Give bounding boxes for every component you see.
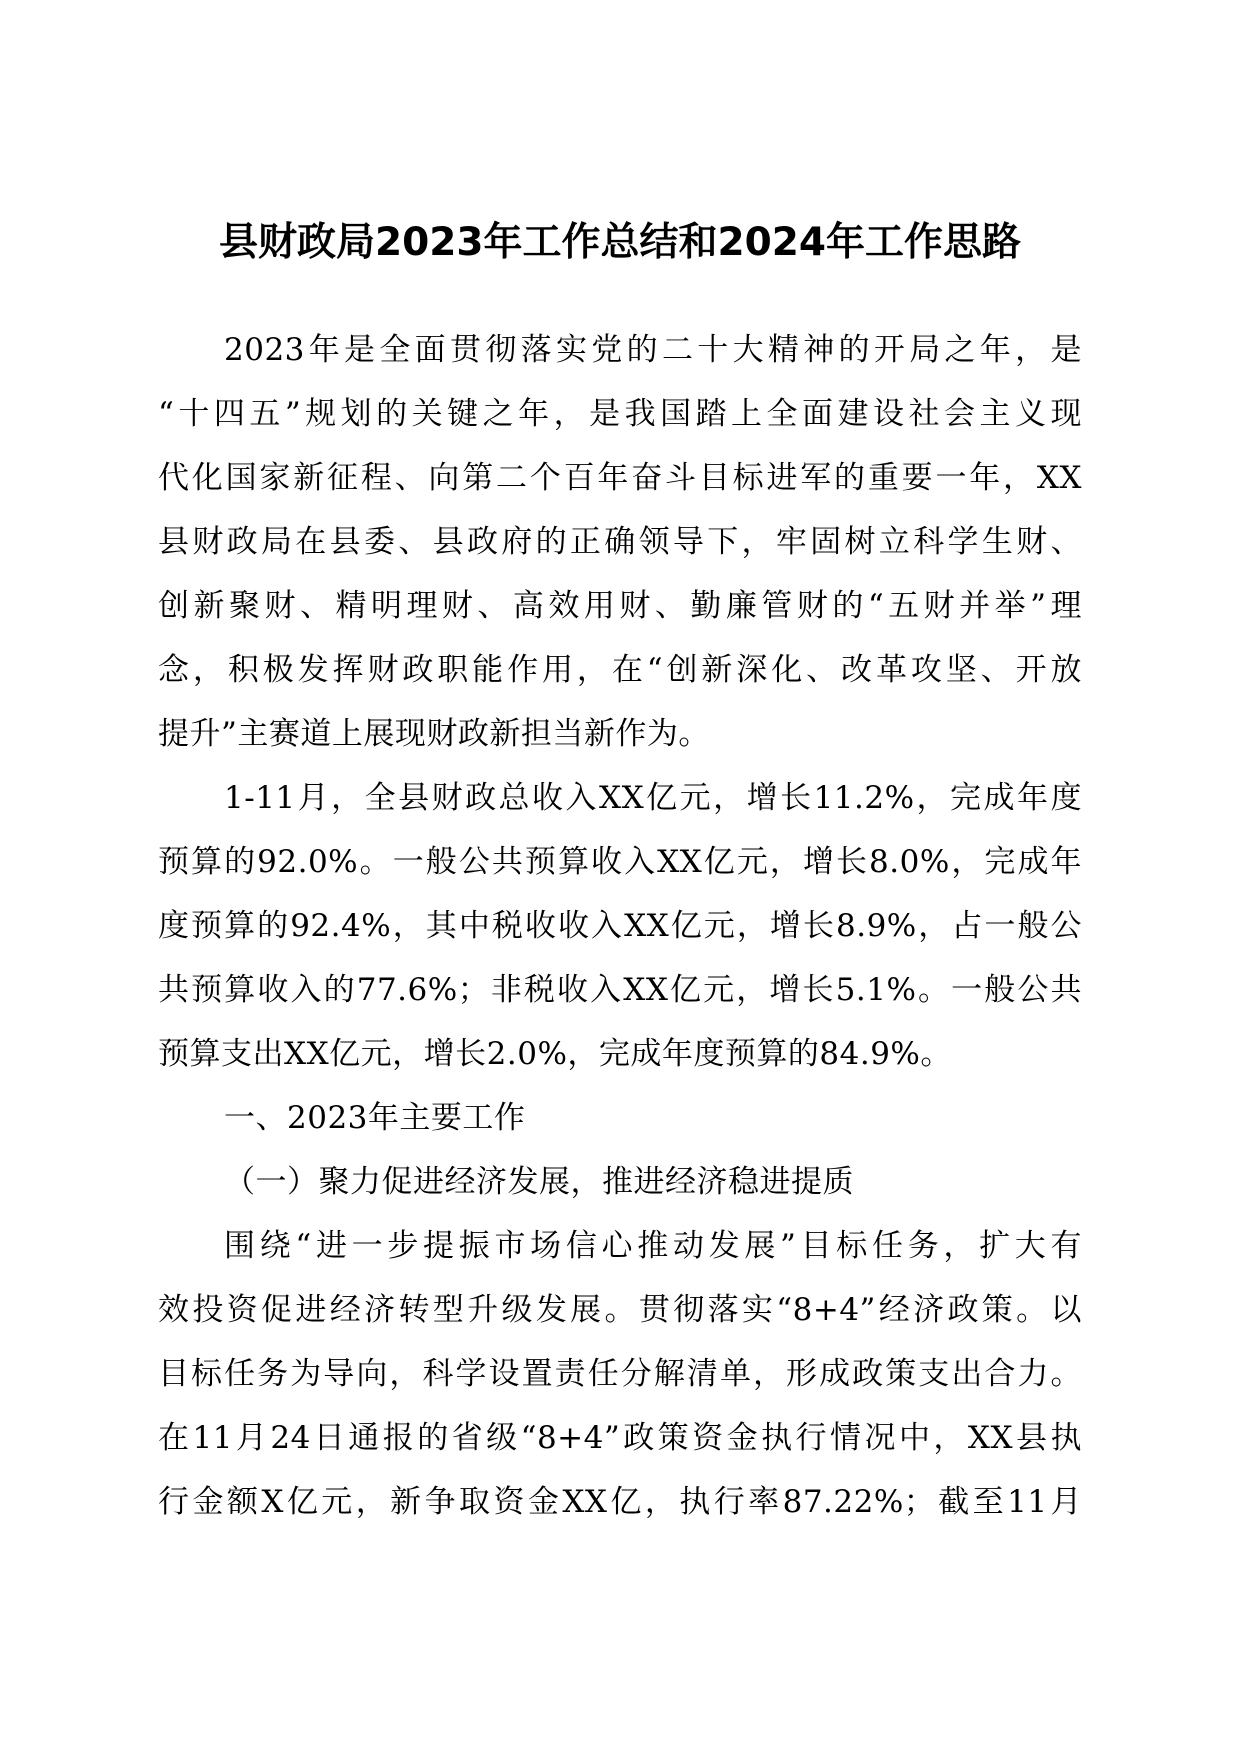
subsection-heading: （一）聚力促进经济发展，推进经济稳进提质 — [224, 1164, 854, 1200]
paragraph-line: 县财政局在县委、县政府的正确领导下，牢固树立科学生财、 — [158, 524, 1082, 560]
paragraph-line: 2023年是全面贯彻落实党的二十大精神的开局之年，是 — [224, 332, 1082, 368]
section-heading: 一、2023年主要工作 — [224, 1100, 526, 1136]
document-title: 县财政局2023年工作总结和2024年工作思路 — [218, 220, 1022, 265]
paragraph-line: 预算支出XX亿元，增长2.0%，完成年度预算的84.9%。 — [158, 1036, 952, 1072]
paragraph-line: 效投资促进经济转型升级发展。贯彻落实“8+4”经济政策。以 — [158, 1292, 1082, 1328]
paragraph-line: 提升”主赛道上展现财政新担当新作为。 — [158, 716, 710, 752]
paragraph-line: 在11月24日通报的省级“8+4”政策资金执行情况中，XX县执 — [158, 1420, 1082, 1456]
paragraph-line: 围绕“进一步提振市场信心推动发展”目标任务，扩大有 — [224, 1228, 1082, 1264]
paragraph-line: 创新聚财、精明理财、高效用财、勤廉管财的“五财并举”理 — [158, 588, 1082, 624]
paragraph-line: 行金额X亿元，新争取资金XX亿，执行率87.22%；截至11月 — [158, 1484, 1082, 1520]
paragraph-line: 1-11月，全县财政总收入XX亿元，增长11.2%，完成年度 — [224, 780, 1082, 816]
document-body — [158, 318, 1082, 1534]
paragraph-line: 度预算的92.4%，其中税收收入XX亿元，增长8.9%，占一般公 — [158, 908, 1082, 944]
paragraph-line: 念，积极发挥财政职能作用，在“创新深化、改革攻坚、开放 — [158, 652, 1082, 688]
paragraph-line: 目标任务为导向，科学设置责任分解清单，形成政策支出合力。 — [158, 1356, 1082, 1392]
paragraph-line: 代化国家新征程、向第二个百年奋斗目标进军的重要一年，XX — [158, 460, 1082, 496]
paragraph-line: 共预算收入的77.6%；非税收入XX亿元，增长5.1%。一般公共 — [158, 972, 1082, 1008]
paragraph-line: 预算的92.0%。一般公共预算收入XX亿元，增长8.0%，完成年 — [158, 844, 1082, 880]
paragraph-line: “十四五”规划的关键之年，是我国踏上全面建设社会主义现 — [158, 396, 1082, 432]
